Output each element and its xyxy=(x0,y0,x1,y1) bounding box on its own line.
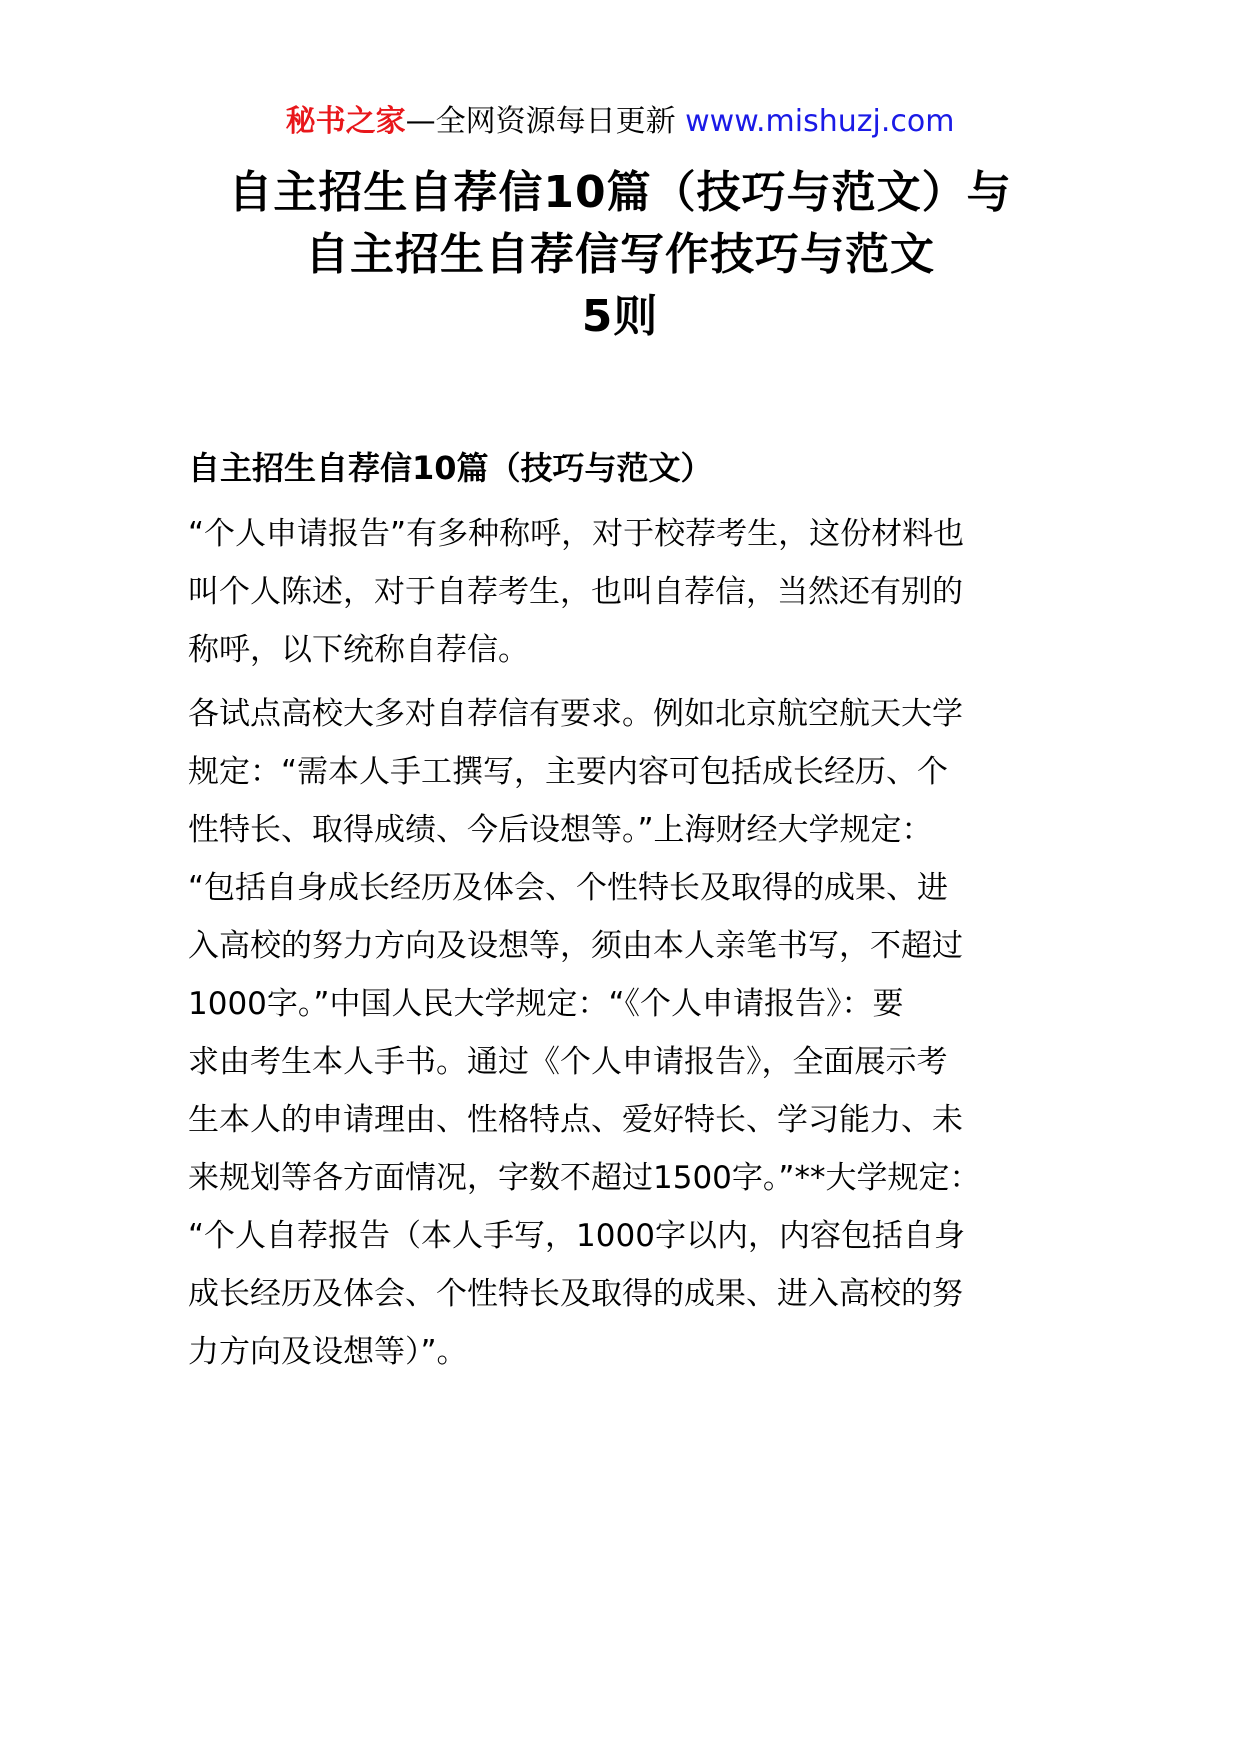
body-line: 性特长、取得成绩、今后设想等。”上海财经大学规定： xyxy=(188,812,933,848)
body-line: 1000字。”中国人民大学规定：“《个人申请报告》：要 xyxy=(188,986,904,1022)
section-heading: 自主招生自荐信10篇（技巧与范文） xyxy=(188,449,713,487)
body-line: “个人自荐报告（本人手写，1000字以内，内容包括自身 xyxy=(188,1218,965,1254)
body-line: 求由考生本人手书。通过《个人申请报告》，全面展示考 xyxy=(188,1044,948,1080)
body-line: 来规划等各方面情况，字数不超过1500字。”**大学规定： xyxy=(188,1160,981,1196)
title-line-3: 5则 xyxy=(581,291,659,342)
site-brand: 秘书之家 xyxy=(285,104,406,139)
body-line: 力方向及设想等）”。 xyxy=(188,1334,468,1370)
site-tagline: —全网资源每日更新 xyxy=(405,104,686,139)
body-line: 生本人的申请理由、性格特点、爱好特长、学习能力、未 xyxy=(188,1102,963,1138)
title-line-1: 自主招生自荐信10篇（技巧与范文）与 xyxy=(228,167,1012,218)
body-line: “包括自身成长经历及体会、个性特长及取得的成果、进 xyxy=(188,870,949,906)
body-line: “个人申请报告”有多种称呼，对于校荐考生，这份材料也 xyxy=(188,516,965,552)
site-url-link[interactable]: www.mishuzj.com xyxy=(685,104,955,139)
body-line: 称呼，以下统称自荐信。 xyxy=(188,632,529,668)
body-line: 规定：“需本人手工撰写，主要内容可包括成长经历、个 xyxy=(188,754,949,790)
body-line: 叫个人陈述，对于自荐考生，也叫自荐信，当然还有别的 xyxy=(188,574,963,610)
title-line-2: 自主招生自荐信写作技巧与范文 xyxy=(305,229,935,280)
body-line: 各试点高校大多对自荐信有要求。例如北京航空航天大学 xyxy=(188,696,963,732)
body-line: 成长经历及体会、个性特长及取得的成果、进入高校的努 xyxy=(188,1276,963,1312)
body-line: 入高校的努力方向及设想等，须由本人亲笔书写，不超过 xyxy=(188,928,963,964)
site-header xyxy=(0,100,1240,144)
document-title xyxy=(120,162,1120,348)
